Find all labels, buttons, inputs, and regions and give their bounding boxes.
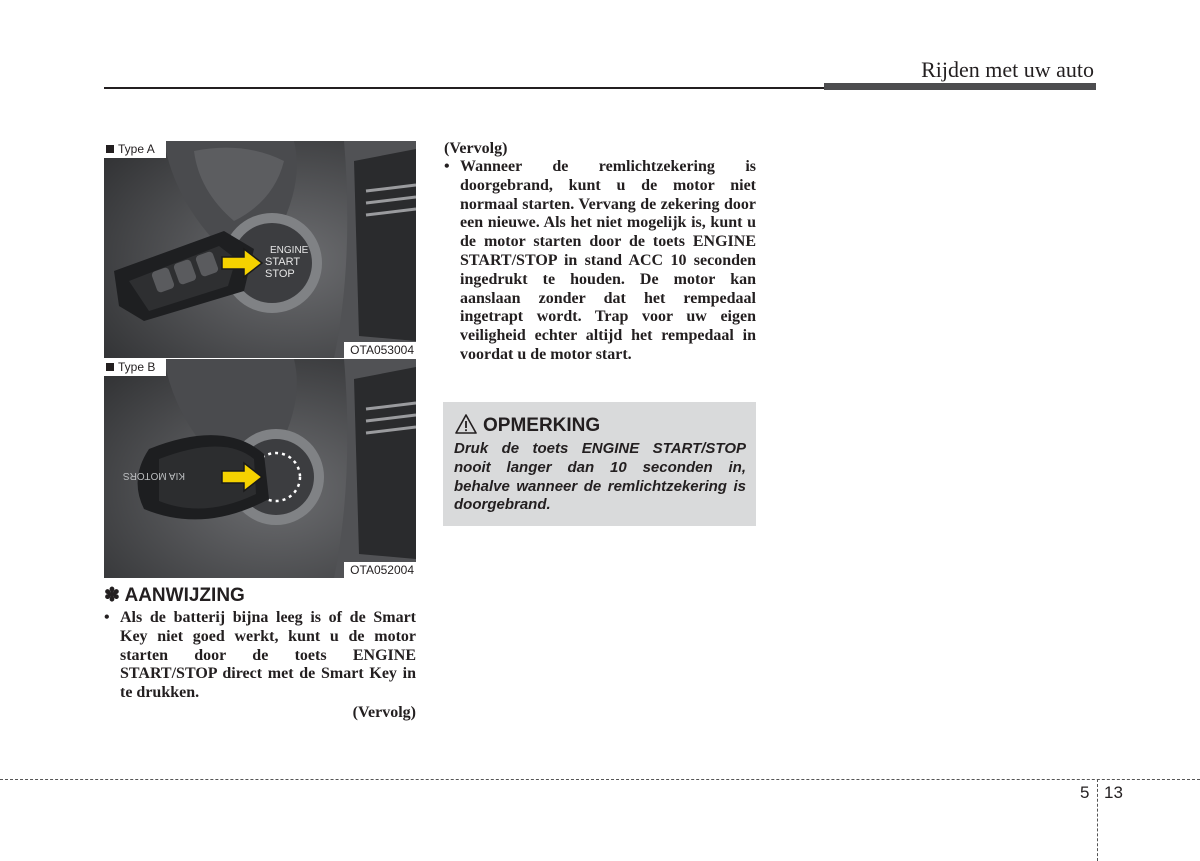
fob-brand-text: KIA MOTORS: [122, 470, 185, 481]
figure-b-code: OTA052004: [344, 562, 416, 578]
figure-a-code: OTA053004: [344, 342, 416, 358]
caution-box: [443, 402, 756, 526]
square-bullet-icon: [106, 363, 114, 371]
figure-a-type-label: Type A: [104, 141, 166, 158]
bullet: •: [444, 158, 450, 175]
chapter-number: 5: [1080, 783, 1090, 802]
square-bullet-icon: [106, 145, 114, 153]
stop-label: STOP: [265, 268, 295, 280]
footer-vertical-divider: [1097, 779, 1098, 861]
page-number: 13: [1104, 783, 1123, 802]
caution-title: OPMERKING: [455, 414, 600, 437]
note-heading: ✽ AANWIJZING: [104, 585, 245, 606]
smart-key-button-illustration: [104, 141, 416, 358]
continued-label: (Vervolg): [352, 704, 416, 721]
fuse-text: Wanneer de remlichtzekering is doorgebrand, kunt u de motor niet normaal starten. Vervang de zekering door een nieuwe. Als het niet mogelijk is, kunt u de motor starten door de toets ENGINE START/STOP in stand ACC 10 seconden ingedrukt te houden. De motor kan aanslaan zonder dat het rempedaal ingetrapt wordt. Trap voor uw eigen veiligheid echter altijd het rempedaal in voordat u de motor start.: [460, 158, 756, 363]
start-label: START: [265, 256, 301, 268]
warning-triangle-icon: [455, 414, 477, 434]
figure-b-image: [104, 359, 416, 578]
header-bar: [824, 83, 1096, 90]
note-text: Als de batterij bijna leeg is of de Smart Key niet goed werkt, kunt u de motor starten door de toets ENGINE START/STOP direct met de Smart Key in te drukken.: [120, 609, 416, 702]
figure-a-image: [104, 141, 416, 358]
bullet: •: [104, 609, 110, 626]
chapter-title: Rijden met uw auto: [921, 57, 1094, 82]
caution-text: Druk de toets ENGINE START/STOP nooit langer dan 10 seconden in, behalve wanneer de remlichtzekering is doorgebrand.: [454, 440, 746, 514]
header-rule: [104, 87, 824, 89]
fuse-bullet-item: [444, 158, 756, 365]
note-bullet-item: [104, 609, 416, 703]
engine-label: ENGINE: [270, 245, 309, 256]
figure-b-type-label: Type B: [104, 359, 166, 376]
fob-button-illustration: [104, 359, 416, 578]
continued-from-label: (Vervolg): [444, 140, 508, 157]
footer-divider: [0, 779, 1200, 780]
